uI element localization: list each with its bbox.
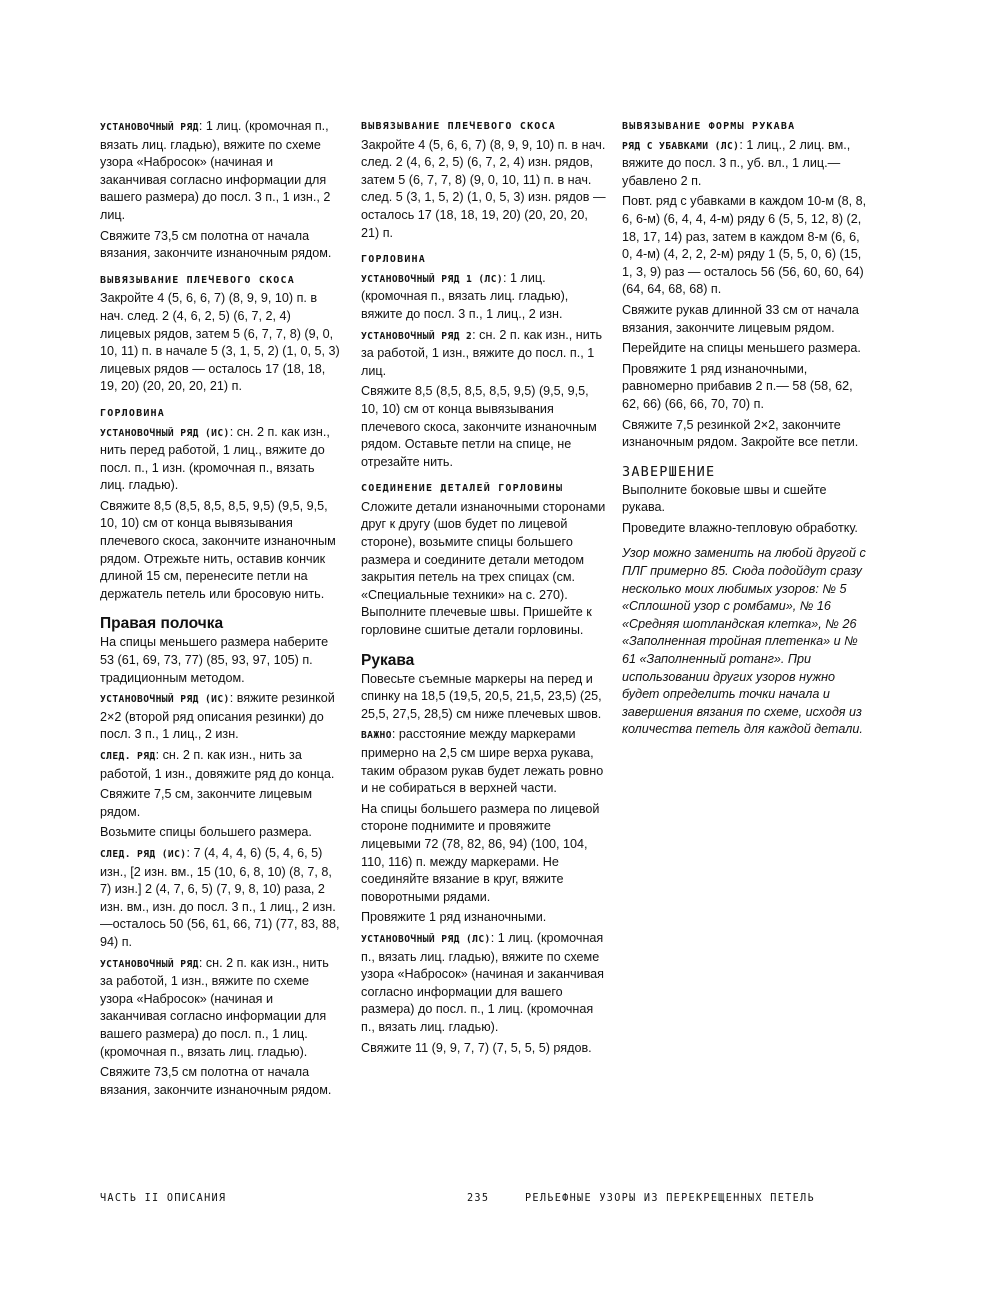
paragraph-text: : 1 лиц., 2 лиц. вм., вяжите до посл. 3 п., уб. вл., 1 лиц.—убавлено 2 п. (622, 137, 851, 188)
paragraph: Закройте 4 (5, 6, 6, 7) (8, 9, 9, 10) п. в нач. след. 2 (4, 6, 2, 5) (6, 7, 2, 4) изн. рядов, затем 5 (6, 7, 7, 8) (9, 0, 10, 11) п. в нач. след. 5 (3, 1, 5, 2) (1, 0, 5, 3) изн. рядов — осталось 17 (18, 18, 19, 20) (20, 20, 20, 21) п. (361, 137, 606, 240)
row-label: УСТАНОВОЧНЫЙ РЯД (100, 958, 199, 970)
paragraph-text: : сн. 2 п. как изн., нить за работой, 1 изн., вяжите до посл. п., 1 лиц. (361, 327, 603, 378)
paragraph: Сложите детали изнаночными сторонами друг к другу (шов будет по лицевой стороне), возьмите спицы большего размера и соедините детали методом закрытия петель на трех спицах (см. «Специальные техники» на с. 270). Выполните плечевые швы. Пришейте к горловине сшитые детали горловины. (361, 499, 606, 638)
row-label: РЯД С УБАВКАМИ (ЛС) (622, 140, 740, 152)
section-heading: ВЫВЯЗЫВАНИЕ ФОРМЫ РУКАВА (622, 121, 796, 132)
row-label: УСТАНОВОЧНЫЙ РЯД (ИС) (100, 694, 230, 706)
paragraph: Перейдите на спицы меньшего размера. (622, 341, 861, 356)
paragraph: Проведите влажно-тепловую обработку. (622, 520, 858, 535)
row-label: УСТАНОВОЧНЫЙ РЯД 2 (361, 330, 473, 342)
footer-section-label: ЧАСТЬ II ОПИСАНИЯ (100, 1193, 227, 1204)
paragraph (100, 747, 340, 783)
row-label: СЛЕД. РЯД (ИС) (100, 848, 187, 860)
middle-column (361, 118, 606, 1060)
paragraph: Возьмите спицы большего размера. (100, 825, 312, 840)
paragraph: Провяжите 1 ряд изнаночными. (361, 910, 547, 925)
section-heading: ГОРЛОВИНА (361, 254, 426, 266)
paragraph-text: : сн. 2 п. как изн., нить за работой, 1 изн., вяжите по схеме узора «Набросок» (начиная и заканчивая согласно информации для вашего размера) до посл. п., 1 лиц. (кромочная п., вязать лиц. гладью). (100, 955, 329, 1059)
paragraph-text: : 1 лиц. (кромочная п., вязать лиц. гладью), вяжите по схеме узора «Набросок» (начиная и заканчивая согласно информации для вашего размера) до посл. п., 1 лиц. (кромочная п., вязать лиц. гладью). (361, 930, 604, 1034)
row-label: ВАЖНО (361, 730, 392, 742)
paragraph-text: : расстояние между маркерами примерно на 2,5 см шире верха рукава, таким образом рукав будет лежать ровно и не собираться в верхней части. (361, 727, 604, 796)
paragraph: Провяжите 1 ряд изнаночными, равномерно прибавив 2 п.— 58 (58, 62, 62, 66) (66, 66, 70, 70) п. (622, 361, 853, 411)
right-column (622, 118, 867, 742)
paragraph (622, 137, 867, 191)
paragraph-text: : вяжите резинкой 2×2 (второй ряд описания резинки) до посл. 3 п., 1 лиц., 2 изн. (100, 691, 335, 742)
paragraph (100, 690, 340, 744)
paragraph: Свяжите 73,5 см полотна от начала вязания, закончите изнаночным рядом. (100, 1065, 332, 1097)
left-column (100, 118, 340, 1102)
paragraph (361, 327, 606, 381)
paragraph-text: : сн. 2 п. как изн., нить перед работой, 1 лиц., вяжите до посл. п., 1 изн. (кромочная п., вязать лиц. гладью). (100, 424, 330, 493)
footer-chapter-title: РЕЛЬЕФНЫЕ УЗОРЫ ИЗ ПЕРЕКРЕЩЕННЫХ ПЕТЕЛЬ (525, 1193, 815, 1204)
paragraph (100, 845, 340, 952)
section-heading: ВЫВЯЗЫВАНИЕ ПЛЕЧЕВОГО СКОСА (100, 274, 295, 286)
paragraph (100, 955, 340, 1062)
paragraph (100, 118, 340, 225)
row-label: УСТАНОВОЧНЫЙ РЯД (ЛС) (361, 933, 491, 945)
paragraph (361, 270, 606, 324)
paragraph (361, 930, 606, 1037)
section-title: Рукава (361, 651, 415, 669)
paragraph: Свяжите рукав длинной 33 см от начала вязания, закончите лицевым рядом. (622, 302, 859, 335)
paragraph (361, 726, 606, 797)
paragraph: Свяжите 7,5 см, закончите лицевым рядом. (100, 787, 312, 819)
row-label: УСТАНОВОЧНЫЙ РЯД (100, 122, 199, 133)
row-label: УСТАНОВОЧНЫЙ РЯД 1 (ЛС) (361, 273, 504, 285)
section-title: ЗАВЕРШЕНИЕ (622, 463, 716, 480)
paragraph (100, 424, 340, 495)
italic-note: Узор можно заменить на любой другой с ПЛГ примерно 85. Сюда подойдут сразу несколько моих любимых узоров: № 5 «Сплошной узор с ромбами», № 16 «Средняя шотландская клетка», № 26 «Заполненная тройная плетенка» и № 61 «Заполненный ротанг». При использовании других узоров нужно будет определить точки начала и завершения вязания по схеме, исходя из количества петель для каждой детали. (622, 546, 866, 737)
paragraph-text: : 1 лиц. (кромочная п., вязать лиц. гладью), вяжите по схеме узора «Набросок» (начиная и заканчивая согласно информации для вашего размера) до посл. 3 п., 1 изн., 2 лиц. (100, 119, 331, 222)
paragraph: Повт. ряд с убавками в каждом 10-м (8, 8, 6, 6-м) (6, 4, 4, 4-м) ряду 6 (5, 5, 12, 8) (2, 18, 17, 14) раз, затем в каждом 8-м (6, 6, 0, 4-м) (4, 2, 2, 2-м) ряду 1 (5, 5, 0, 6) (15, 1, 3, 9) раз — осталось 56 (56, 60, 60, 64) (64, 64, 68, 68) п. (622, 194, 867, 297)
section-heading: ВЫВЯЗЫВАНИЕ ПЛЕЧЕВОГО СКОСА (361, 121, 556, 132)
paragraph: Свяжите 73,5 см полотна от начала вязания, закончите изнаночным рядом. (100, 228, 332, 261)
paragraph: Выполните боковые швы и сшейте рукава. (622, 482, 827, 515)
page-number: 235 (467, 1193, 490, 1204)
paragraph: Свяжите 8,5 (8,5, 8,5, 8,5, 9,5) (9,5, 9,5, 10, 10) см от конца вывязывания плечевого скоса, закончите изнаночным рядом. Оставьте петли на спице, не отрезайте нить. (361, 384, 597, 469)
section-heading: ГОРЛОВИНА (100, 407, 165, 419)
paragraph: Закройте 4 (5, 6, 6, 7) (8, 9, 9, 10) п. в нач. след. 2 (4, 6, 2, 5) (6, 7, 2, 4) лицевых рядов, затем 5 (6, 7, 7, 8) (9, 0, 10, 11) п. в начале 5 (3, 1, 5, 2) (1, 0, 5, 3) лицевых рядов — осталось 17 (18, 18, 19, 20) (20, 20, 20, 21) п. (100, 291, 340, 394)
row-label: СЛЕД. РЯД (100, 751, 156, 762)
row-label: УСТАНОВОЧНЫЙ РЯД (ИС) (100, 427, 230, 439)
paragraph-text: : 1 лиц. (кромочная п., вязать лиц. гладью), вяжите до посл. 3 п., 1 лиц., 2 изн. (361, 270, 569, 321)
paragraph: Свяжите 8,5 (8,5, 8,5, 8,5, 9,5) (9,5, 9,5, 10, 10) см от конца вывязывания плечевого скоса, закончите изнаночным рядом. Отрежьте нить, оставив кончик длиной 15 см, перенесите петли на держатель петель или бросовую нить. (100, 498, 336, 601)
paragraph: Свяжите 7,5 резинкой 2×2, закончите изнаночным рядом. Закройте все петли. (622, 417, 859, 450)
paragraph: Свяжите 11 (9, 9, 7, 7) (7, 5, 5, 5) рядов. (361, 1040, 592, 1055)
paragraph: На спицы большего размера по лицевой стороне поднимите и провяжите лицевыми 72 (78, 82, 86, 94) (100, 104, 110, 116) п. между маркерами. Не соединяйте вязание в круг, вяжите поворотными рядами. (361, 801, 600, 904)
section-heading: СОЕДИНЕНИЕ ДЕТАЛЕЙ ГОРЛОВИНЫ (361, 483, 564, 495)
paragraph-text: : 7 (4, 4, 4, 6) (5, 4, 6, 5) изн., [2 изн. вм., 15 (10, 6, 8, 10) (8, 7, 8, 7) изн.] 2 (4, 7, 6, 5) (7, 9, 8, 10) раза, 2 изн. вм., изн. до посл. 3 п., 1 лиц., 2 изн.—осталось 50 (56, 61, 66, 71) (77, 83, 88, 94) п. (100, 845, 340, 949)
section-title: Правая полочка (100, 615, 224, 633)
paragraph: Повесьте съемные маркеры на перед и спинку на 18,5 (19,5, 20,5, 21,5, 23,5) (25, 25,5, 27,5, 28,5) см ниже плечевых швов. (361, 671, 602, 721)
paragraph-text: : сн. 2 п. как изн., нить за работой, 1 изн., довяжите ряд до конца. (100, 748, 335, 781)
paragraph: На спицы меньшего размера наберите 53 (61, 69, 73, 77) (85, 93, 97, 105) п. традиционным методом. (100, 635, 329, 685)
